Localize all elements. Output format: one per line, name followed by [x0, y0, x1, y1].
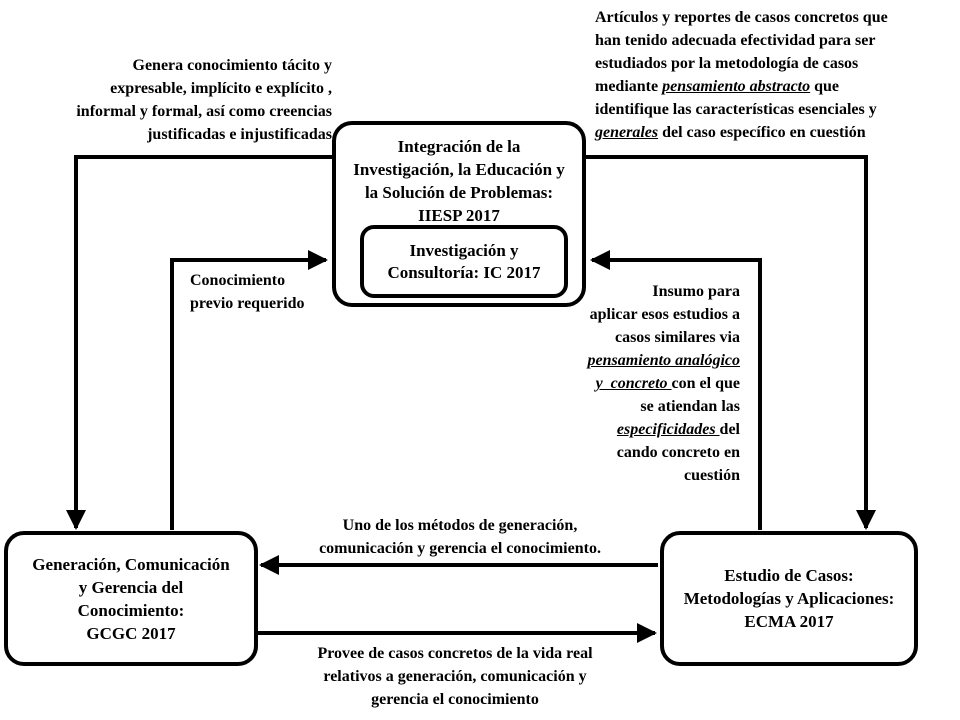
label-conocimiento-previo — [190, 269, 330, 315]
label-line — [540, 418, 740, 441]
box-gcgc-line: y Gerencia del — [78, 577, 184, 597]
label-line — [595, 121, 955, 144]
label-line: gerencia el conocimiento — [371, 691, 539, 708]
label-line: identifique las características esenciales y — [595, 101, 877, 118]
label-genera-conocimiento — [20, 54, 332, 146]
label-line: comunicación y gerencia el conocimiento. — [319, 540, 601, 557]
label-underlined: y concreto — [595, 375, 672, 392]
label-line: estudiados por la metodología de casos — [595, 55, 859, 72]
label-underlined: especificidades — [616, 421, 720, 438]
box-iiesp-line: IIESP 2017 — [418, 206, 500, 225]
label-text: del — [719, 421, 740, 438]
box-ic-line: Investigación y — [409, 240, 519, 260]
box-iiesp-line: la Solución de Problemas: — [364, 183, 554, 202]
label-line: Provee de casos concretos de la vida real — [317, 645, 593, 662]
label-underlined: pensamiento analógico — [587, 352, 740, 369]
label-text: mediante — [595, 78, 663, 95]
box-gcgc-line: Conocimiento: — [77, 600, 185, 620]
arrow-top-to-left — [76, 157, 332, 528]
label-line: expresable, implícito e explícito , — [110, 80, 332, 97]
label-line: cuestión — [684, 467, 740, 484]
box-ecma-line: ECMA 2017 — [744, 612, 834, 631]
box-gcgc-line: Generación, Comunicación — [32, 554, 230, 574]
box-ic — [360, 225, 568, 298]
label-text: que — [810, 78, 840, 95]
label-insumo — [540, 280, 740, 487]
box-ecma-line: Metodologías y Aplicaciones: — [683, 589, 895, 608]
label-text: con el que — [671, 375, 740, 392]
label-line: aplicar esos estudios a — [589, 306, 740, 323]
label-uno-de-los-metodos — [260, 514, 660, 560]
label-line: han tenido adecuada efectividad para ser — [595, 32, 876, 49]
label-line: previo requerido — [190, 295, 305, 312]
label-provee-casos — [250, 642, 660, 711]
label-line: cando concreto en — [616, 444, 740, 461]
box-iiesp-line: Investigación, la Educación y — [353, 160, 565, 179]
label-line: justificadas e injustificadas — [147, 126, 332, 143]
label-articulos-reportes — [595, 6, 955, 144]
box-ic-line: Consultoría: IC 2017 — [387, 262, 541, 282]
label-line: Uno de los métodos de generación, — [342, 517, 578, 534]
label-text: del caso específico en cuestión — [658, 124, 866, 141]
label-line: Conocimiento — [190, 272, 286, 289]
label-line: informal y formal, así como creencias — [76, 103, 332, 120]
box-gcgc-line: GCGC 2017 — [86, 623, 176, 643]
label-line: relativos a generación, comunicación y — [323, 668, 587, 685]
label-underlined: pensamiento abstracto — [662, 78, 811, 95]
label-line — [540, 349, 740, 372]
label-line — [540, 372, 740, 395]
label-line: casos similares via — [614, 329, 740, 346]
box-ecma — [660, 531, 918, 666]
label-underlined: generales — [595, 124, 659, 141]
label-line: Genera conocimiento tácito y — [132, 57, 332, 74]
label-line: Insumo para — [652, 283, 740, 300]
label-line: se atiendan las — [640, 398, 740, 415]
label-line — [595, 75, 955, 98]
box-ecma-line: Estudio de Casos: — [724, 566, 854, 585]
box-iiesp-line: Integración de la — [397, 137, 521, 156]
box-gcgc — [4, 531, 258, 666]
label-line: Artículos y reportes de casos concretos que — [595, 9, 888, 26]
